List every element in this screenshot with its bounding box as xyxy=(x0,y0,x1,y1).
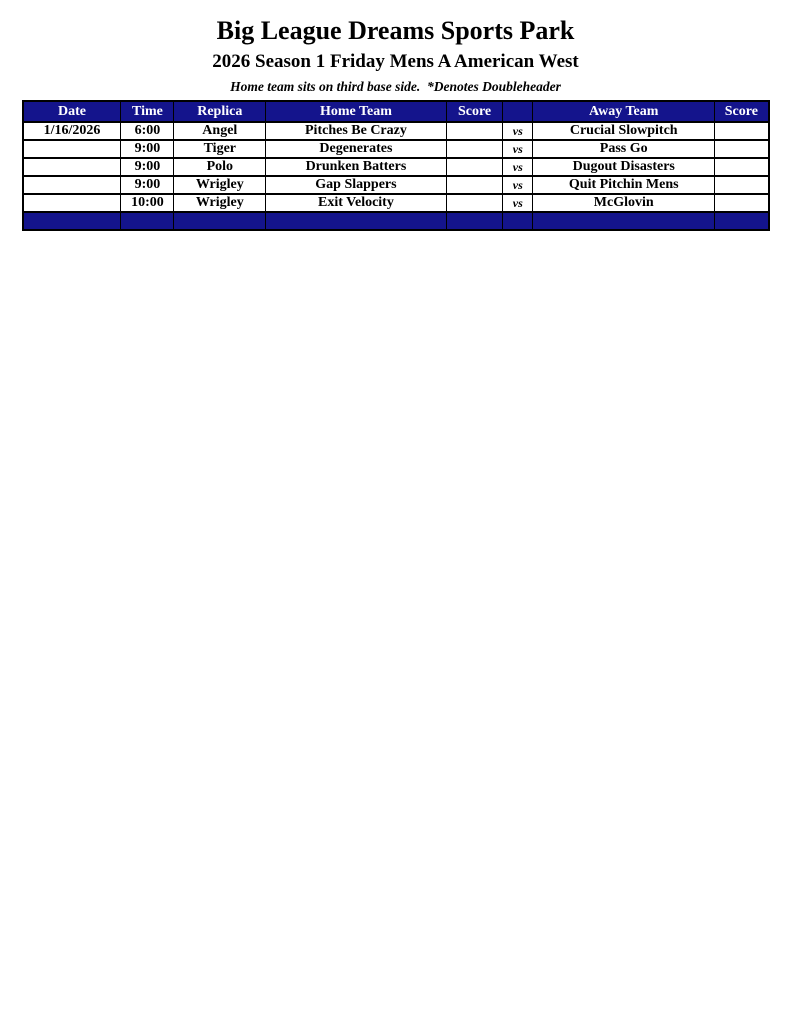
away-score-cell xyxy=(715,158,769,176)
home-team-note: Home team sits on third base side. *Denotes Doubleheader xyxy=(230,79,561,95)
home-score-cell xyxy=(446,194,503,212)
vs-cell: vs xyxy=(503,158,533,176)
col-header-vs xyxy=(503,101,533,122)
replica-cell: Tiger xyxy=(174,140,266,158)
away-team-cell: Crucial Slowpitch xyxy=(533,122,715,140)
replica-cell: Wrigley xyxy=(174,176,266,194)
away-team-cell: McGlovin xyxy=(533,194,715,212)
footer-band-cell xyxy=(446,212,503,230)
footer-band-cell xyxy=(503,212,533,230)
footer-band-cell xyxy=(266,212,447,230)
date-cell xyxy=(23,140,121,158)
schedule-row xyxy=(23,140,769,158)
col-header-away-score: Score xyxy=(715,101,769,122)
col-header-date: Date xyxy=(23,101,121,122)
time-cell: 9:00 xyxy=(121,140,174,158)
col-header-time: Time xyxy=(121,101,174,122)
home-team-cell: Exit Velocity xyxy=(266,194,447,212)
away-team-cell: Dugout Disasters xyxy=(533,158,715,176)
replica-cell: Polo xyxy=(174,158,266,176)
page-subtitle: 2026 Season 1 Friday Mens A American West xyxy=(212,50,579,72)
col-header-home-team: Home Team xyxy=(266,101,447,122)
schedule-row xyxy=(23,194,769,212)
schedule-row xyxy=(23,158,769,176)
col-header-away-team: Away Team xyxy=(533,101,715,122)
time-cell: 9:00 xyxy=(121,158,174,176)
footer-band-cell xyxy=(533,212,715,230)
away-score-cell xyxy=(715,194,769,212)
vs-cell: vs xyxy=(503,140,533,158)
away-score-cell xyxy=(715,140,769,158)
home-score-cell xyxy=(446,122,503,140)
footer-band-cell xyxy=(121,212,174,230)
schedule-row xyxy=(23,122,769,140)
table-header-row xyxy=(23,101,769,122)
home-team-cell: Pitches Be Crazy xyxy=(266,122,447,140)
schedule-table xyxy=(22,100,770,231)
away-team-cell: Quit Pitchin Mens xyxy=(533,176,715,194)
vs-cell: vs xyxy=(503,122,533,140)
home-score-cell xyxy=(446,176,503,194)
date-cell xyxy=(23,176,121,194)
date-cell: 1/16/2026 xyxy=(23,122,121,140)
replica-cell: Wrigley xyxy=(174,194,266,212)
date-cell xyxy=(23,158,121,176)
away-team-cell: Pass Go xyxy=(533,140,715,158)
footer-band-cell xyxy=(174,212,266,230)
vs-cell: vs xyxy=(503,194,533,212)
replica-cell: Angel xyxy=(174,122,266,140)
vs-cell: vs xyxy=(503,176,533,194)
page-title: Big League Dreams Sports Park xyxy=(216,16,575,45)
footer-band-cell xyxy=(23,212,121,230)
table-footer-band xyxy=(23,212,769,230)
time-cell: 6:00 xyxy=(121,122,174,140)
col-header-replica: Replica xyxy=(174,101,266,122)
date-cell xyxy=(23,194,121,212)
home-team-cell: Gap Slappers xyxy=(266,176,447,194)
time-cell: 9:00 xyxy=(121,176,174,194)
col-header-home-score: Score xyxy=(446,101,503,122)
home-score-cell xyxy=(446,140,503,158)
home-team-cell: Drunken Batters xyxy=(266,158,447,176)
away-score-cell xyxy=(715,176,769,194)
schedule-row xyxy=(23,176,769,194)
time-cell: 10:00 xyxy=(121,194,174,212)
footer-band-cell xyxy=(715,212,769,230)
home-score-cell xyxy=(446,158,503,176)
home-team-cell: Degenerates xyxy=(266,140,447,158)
away-score-cell xyxy=(715,122,769,140)
